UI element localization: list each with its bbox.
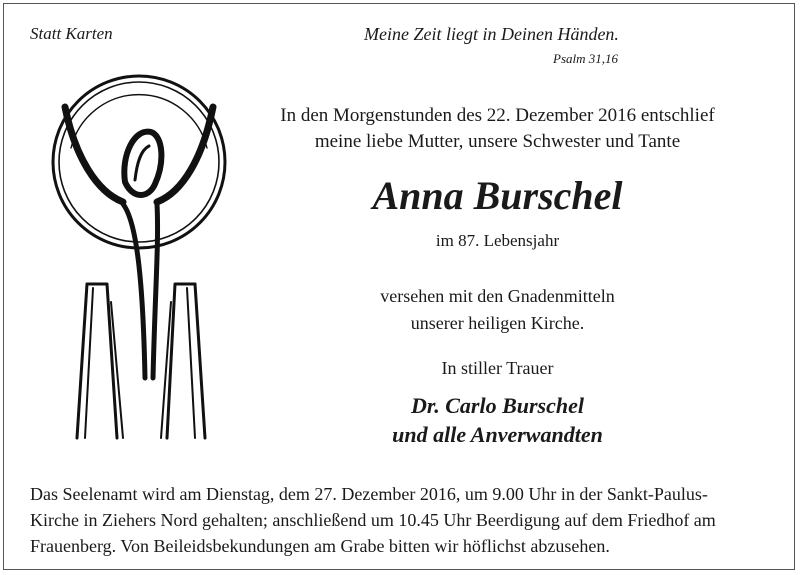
mourner-line: Dr. Carlo Burschel <box>411 393 584 418</box>
service-line: Das Seelenamt wird am Dienstag, dem 27. Dezember 2016, um 9.00 Uhr in der Sankt-Paulus- <box>30 484 708 504</box>
motto: Meine Zeit liegt in Deinen Händen. <box>364 24 619 44</box>
motto-reference: Psalm 31,16 <box>553 51 618 66</box>
intro-line: In den Morgenstunden des 22. Dezember 2016 entschlief <box>280 105 715 126</box>
intro-line: meine liebe Mutter, unsere Schwester und Tante <box>314 131 681 152</box>
mourner-line: und alle Anverwandten <box>392 422 603 447</box>
risen-christ-icon <box>45 62 235 447</box>
mourning-label: In stiller Trauer <box>441 358 554 378</box>
service-details <box>30 481 775 559</box>
mourners <box>260 391 735 449</box>
sacraments-line: unserer heiligen Kirche. <box>410 313 585 333</box>
service-line: Frauenberg. Von Beileidsbekundungen am Grabe bitten wir höflichst abzusehen. <box>30 536 610 556</box>
sacraments-note <box>260 283 735 337</box>
deceased-name: Anna Burschel <box>372 173 623 218</box>
service-line: Kirche in Ziehers Nord gehalten; anschließend um 10.45 Uhr Beerdigung auf dem Friedhof am <box>30 510 716 530</box>
age-line: im 87. Lebensjahr <box>435 231 560 250</box>
top-left-note: Statt Karten <box>30 24 113 43</box>
sacraments-line: versehen mit den Gnadenmitteln <box>380 286 615 306</box>
death-notice-intro <box>260 103 735 155</box>
